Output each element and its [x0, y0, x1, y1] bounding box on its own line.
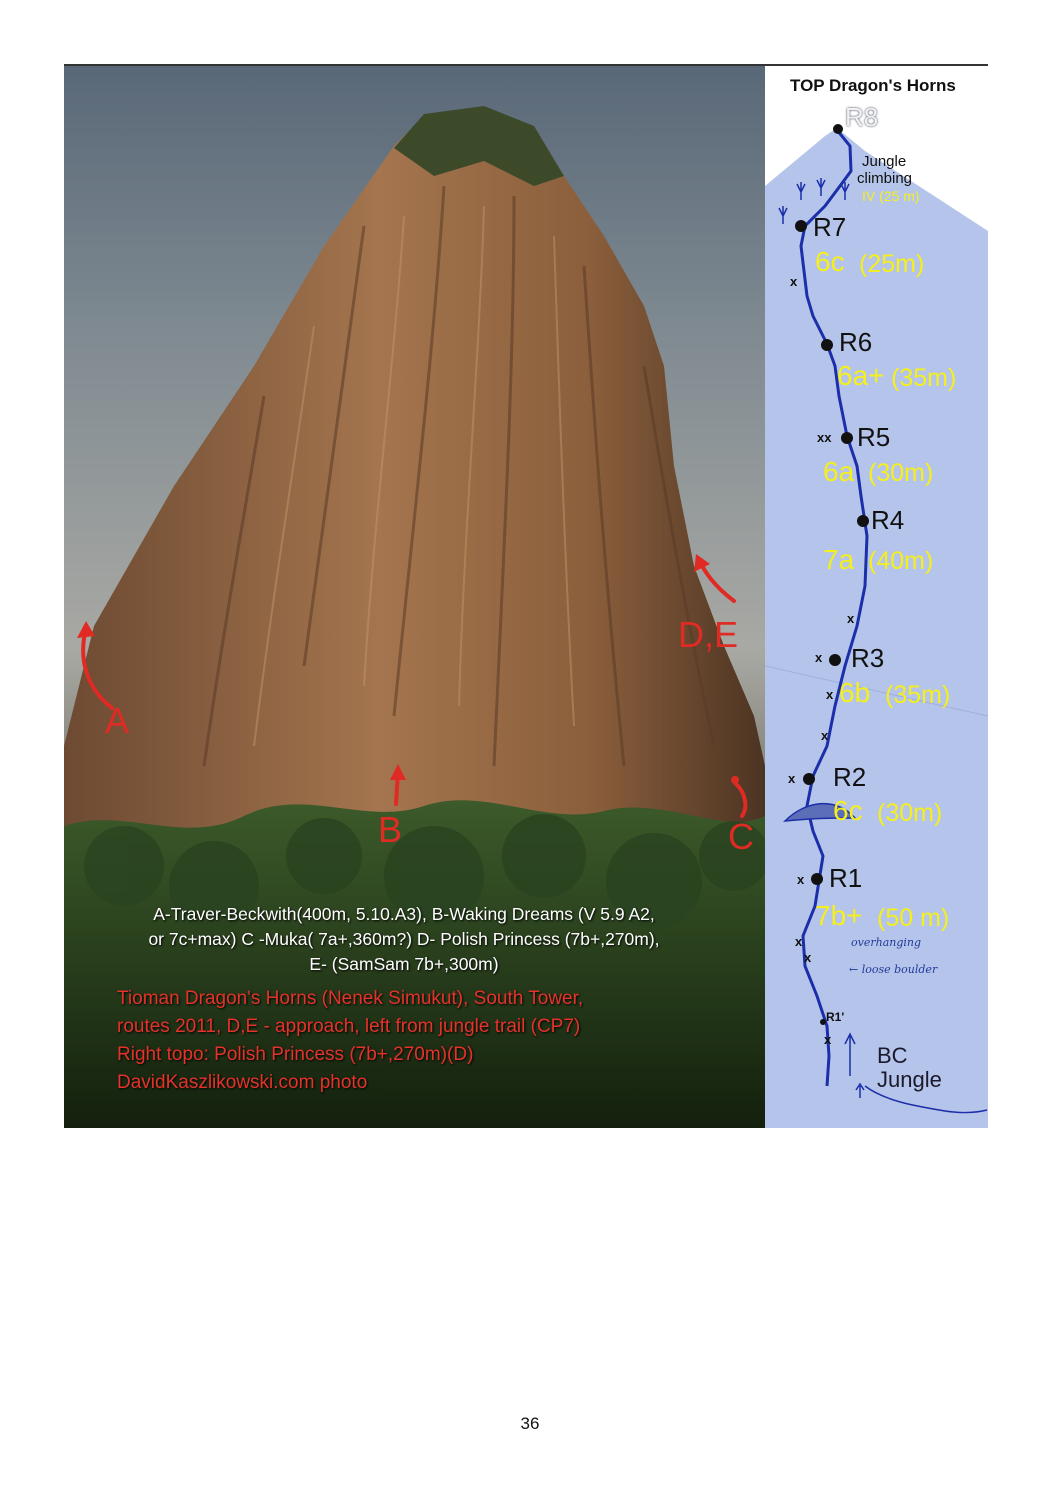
caption-line: A-Traver-Beckwith(400m, 5.10.A3), B-Waking Dreams (V 5.9 A2,	[153, 904, 655, 924]
belay-r3: R3	[851, 643, 885, 673]
pitch-1-grade: 7b+	[815, 900, 863, 931]
bolt-mark: x	[795, 934, 803, 949]
loose-boulder-note: ← loose boulder	[849, 963, 938, 976]
belay-r1-prime: R1'	[826, 1010, 845, 1024]
bolt-mark: x	[821, 728, 829, 743]
belay-r1: R1	[829, 863, 863, 893]
belay-r2: R2	[833, 762, 867, 792]
mountain-photo	[64, 66, 765, 1128]
caption-line: or 7c+max) C -Muka( 7a+,360m?) D- Polish Princess (7b+,270m),	[148, 929, 660, 949]
belay-r6: R6	[839, 327, 873, 357]
belay-r8: R8	[845, 102, 879, 132]
belay-r7: R7	[813, 212, 847, 242]
jungle-label: Jungle	[877, 1067, 942, 1092]
belay-r4: R4	[871, 505, 905, 535]
route-label-a: A	[105, 700, 130, 741]
overhanging-note: overhanging	[851, 936, 922, 949]
bolt-mark: x	[847, 611, 855, 626]
bolt-mark: x	[790, 274, 798, 289]
route-caption	[84, 902, 724, 977]
page-number: 36	[520, 1414, 540, 1433]
bolt-mark: x	[824, 1032, 832, 1047]
route-topo	[765, 66, 988, 1128]
photo-info	[117, 985, 583, 1097]
info-line: Tioman Dragon's Horns (Nenek Simukut), South Tower,	[117, 988, 584, 1009]
pitch-4-length: (40m)	[868, 547, 934, 575]
topo-title: TOP Dragon's Horns	[790, 76, 956, 95]
pitch-3-grade: 6b	[839, 677, 871, 708]
pitch-5-grade: 6a	[823, 456, 855, 487]
route-label-de: D,E	[678, 614, 739, 655]
pitch-4-grade: 7a	[823, 544, 855, 575]
pitch-2-grade: 6c	[833, 795, 863, 826]
route-label-b: B	[378, 809, 403, 850]
pitch-7-grade: 6c	[815, 246, 845, 277]
pitch-7-length: (25m)	[859, 250, 925, 278]
pitch-6-grade: 6a+	[837, 360, 885, 391]
bolt-mark: x	[815, 650, 823, 665]
pitch-3-length: (35m)	[885, 681, 951, 709]
info-line: DavidKaszlikowski.com photo	[117, 1072, 368, 1093]
jungle-climbing-label: Jungle	[862, 153, 907, 170]
bolt-mark: x	[826, 687, 834, 702]
jungle-grade: IV (25 m)	[862, 188, 920, 204]
route-label-c: C	[728, 816, 754, 857]
pitch-1-length: (50 m)	[877, 904, 950, 932]
bolt-mark: x	[804, 950, 812, 965]
pitch-2-length: (30m)	[877, 799, 943, 827]
pitch-5-length: (30m)	[868, 459, 934, 487]
topo-figure	[64, 64, 988, 1128]
jungle-climbing-label-2: climbing	[857, 170, 913, 187]
info-line: Right topo: Polish Princess (7b+,270m)(D)	[117, 1044, 474, 1065]
belay-r5: R5	[857, 422, 891, 452]
pitch-6-length: (35m)	[891, 364, 957, 392]
bolt-mark: xx	[817, 430, 832, 445]
info-line: routes 2011, D,E - approach, left from jungle trail (CP7)	[117, 1016, 581, 1037]
bolt-mark: x	[797, 872, 805, 887]
caption-line: E- (SamSam 7b+,300m)	[309, 954, 499, 974]
bolt-mark: x	[788, 771, 796, 786]
base-camp-label: BC	[877, 1043, 908, 1068]
